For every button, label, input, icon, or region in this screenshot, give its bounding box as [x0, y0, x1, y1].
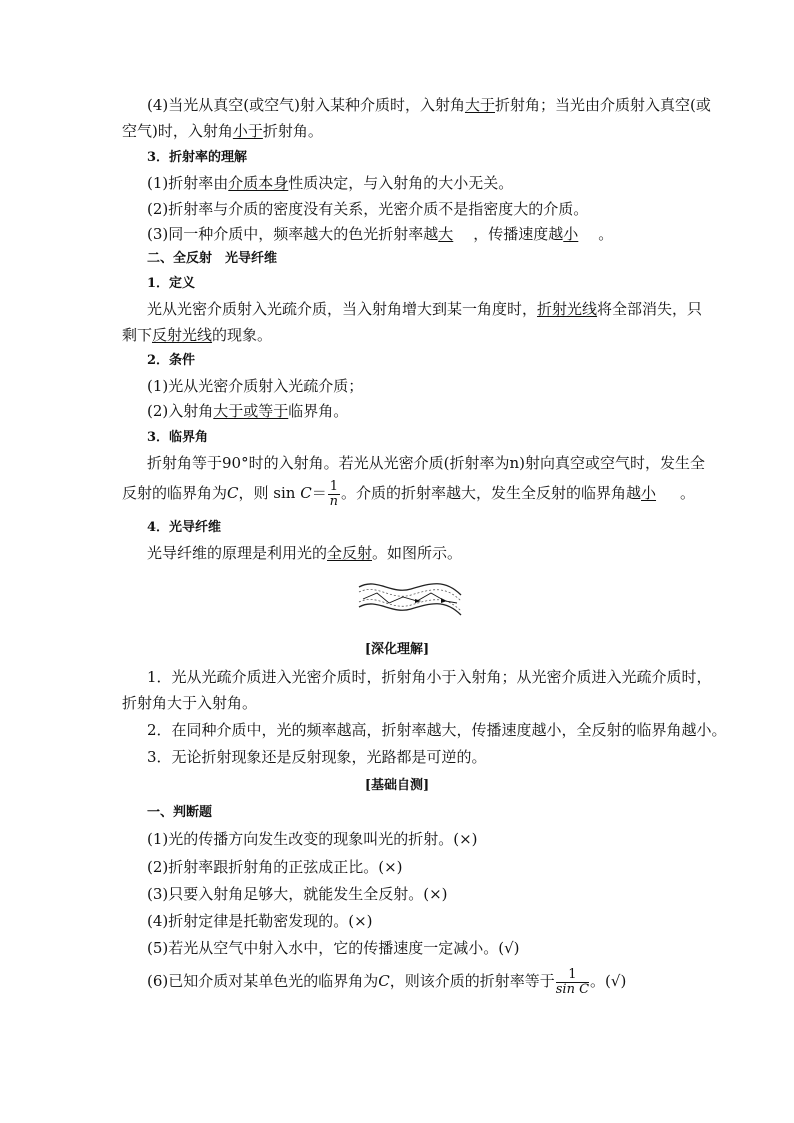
optical-fiber-figure — [355, 573, 465, 633]
line-definition-1 — [147, 299, 707, 319]
text: 临界角。 — [288, 402, 349, 420]
text: (1)折射率由 — [147, 174, 229, 192]
judgment-item-2: (2)折射率跟折射角的正弦成正比。(×) — [147, 858, 403, 876]
text: 光导纤维的原理是利用光的 — [147, 544, 328, 562]
text: (6)已知介质对某单色光的临界角为 — [147, 972, 379, 990]
heading-critical-angle: 3．临界角 — [147, 430, 209, 445]
underlined-term: 大于或等于 — [213, 402, 289, 420]
text: 折射角；当光由介质射入真空(或 — [494, 96, 711, 114]
text: 。 — [598, 225, 614, 243]
numerator: 1 — [329, 478, 338, 494]
line-condition-1: (1)光从光密介质射入光疏介质； — [147, 377, 364, 395]
text: 光从光密介质射入光疏介质，当入射角增大到某一角度时， — [147, 300, 538, 318]
line-fiber-1 — [147, 543, 707, 563]
heading-definition: 1．定义 — [147, 276, 196, 291]
judgment-item-4: (4)折射定律是托勒密发现的。(×) — [147, 912, 373, 930]
denominator: sin C — [555, 981, 590, 997]
symbol: C — [227, 484, 239, 502]
line-deep-3: 3．无论折射现象还是反射现象，光路都是可逆的。 — [147, 748, 487, 766]
line-refraction-4 — [147, 95, 711, 115]
heading-judgment: 一、判断题 — [147, 805, 213, 820]
text: ，则该介质的折射率等于 — [389, 972, 555, 990]
underlined-term: 小 — [641, 484, 657, 502]
subtitle-deep-understanding: [深化理解] — [364, 642, 430, 657]
text: 反射的临界角为 — [122, 484, 228, 502]
underlined-term: 大于 — [464, 96, 495, 114]
line-index-1 — [147, 173, 707, 193]
text: 性质决定，与入射角的大小无关。 — [288, 174, 514, 192]
heading-optical-fiber: 4．光导纤维 — [147, 520, 222, 535]
text: 。如图所示。 — [372, 544, 463, 562]
line-deep-2: 2．在同种介质中，光的频率越高，折射率越大，传播速度越小，全反射的临界角越小。 — [147, 721, 727, 739]
underlined-term: 小 — [563, 225, 579, 243]
judgment-item-6 — [147, 966, 707, 997]
text: (4)当光从真空(或空气)射入某种介质时，入射角 — [147, 96, 465, 114]
line-condition-2 — [147, 401, 707, 421]
text: ＝ — [311, 484, 327, 502]
text: ，传播速度越 — [473, 225, 564, 243]
text: 。 — [680, 484, 696, 502]
line-critical-2 — [122, 478, 696, 509]
underlined-term: 折射光线 — [537, 300, 598, 318]
underlined-term: 大 — [438, 225, 454, 243]
line-deep-1: 1．光从光疏介质进入光密介质时，折射角小于入射角；从光密介质进入光疏介质时， — [147, 668, 712, 686]
judgment-item-3: (3)只要入射角足够大，就能发生全反射。(×) — [147, 885, 448, 903]
line-index-3 — [147, 224, 707, 244]
subtitle-basic-self-test: [基础自测] — [364, 778, 430, 793]
underlined-term: 全反射 — [327, 544, 373, 562]
text: 剩下 — [122, 326, 153, 344]
denominator: n — [329, 493, 339, 509]
line-definition-2 — [122, 325, 682, 345]
section-total-reflection: 二、全反射 光导纤维 — [147, 251, 278, 266]
numerator: 1 — [556, 968, 589, 983]
symbol: C — [300, 484, 312, 502]
text: 。介质的折射率越大，发生全反射的临界角越 — [341, 484, 642, 502]
heading-refractive-index: 3．折射率的理解 — [147, 150, 248, 165]
underlined-term: 介质本身 — [228, 174, 289, 192]
fraction-one-over-sin-c — [556, 968, 589, 997]
symbol: C — [378, 972, 390, 990]
text: ，则 sin — [238, 484, 296, 502]
judgment-item-5: (5)若光从空气中射入水中，它的传播速度一定减小。(√) — [147, 939, 520, 957]
underlined-term: 反射光线 — [152, 326, 213, 344]
line-refraction-4-cont — [122, 121, 682, 141]
text: 折射角。 — [262, 122, 323, 140]
text: (2)入射角 — [147, 402, 214, 420]
text: 的现象。 — [212, 326, 273, 344]
fraction-one-over-n — [328, 480, 340, 509]
text: (3)同一种介质中，频率越大的色光折射率越 — [147, 225, 439, 243]
line-critical-1: 折射角等于90°时的入射角。若光从光密介质(折射率为n)射向真空或空气时，发生全 — [147, 454, 705, 472]
text: 空气)时，入射角 — [122, 122, 233, 140]
text: 。(√) — [590, 972, 627, 990]
heading-condition: 2．条件 — [147, 353, 196, 368]
underlined-term: 小于 — [232, 122, 263, 140]
text: 将全部消失，只 — [597, 300, 703, 318]
line-index-2: (2)折射率与介质的密度没有关系，光密介质不是指密度大的介质。 — [147, 200, 589, 218]
line-deep-1-cont: 折射角大于入射角。 — [122, 694, 258, 712]
judgment-item-1: (1)光的传播方向发生改变的现象叫光的折射。(×) — [147, 830, 478, 848]
